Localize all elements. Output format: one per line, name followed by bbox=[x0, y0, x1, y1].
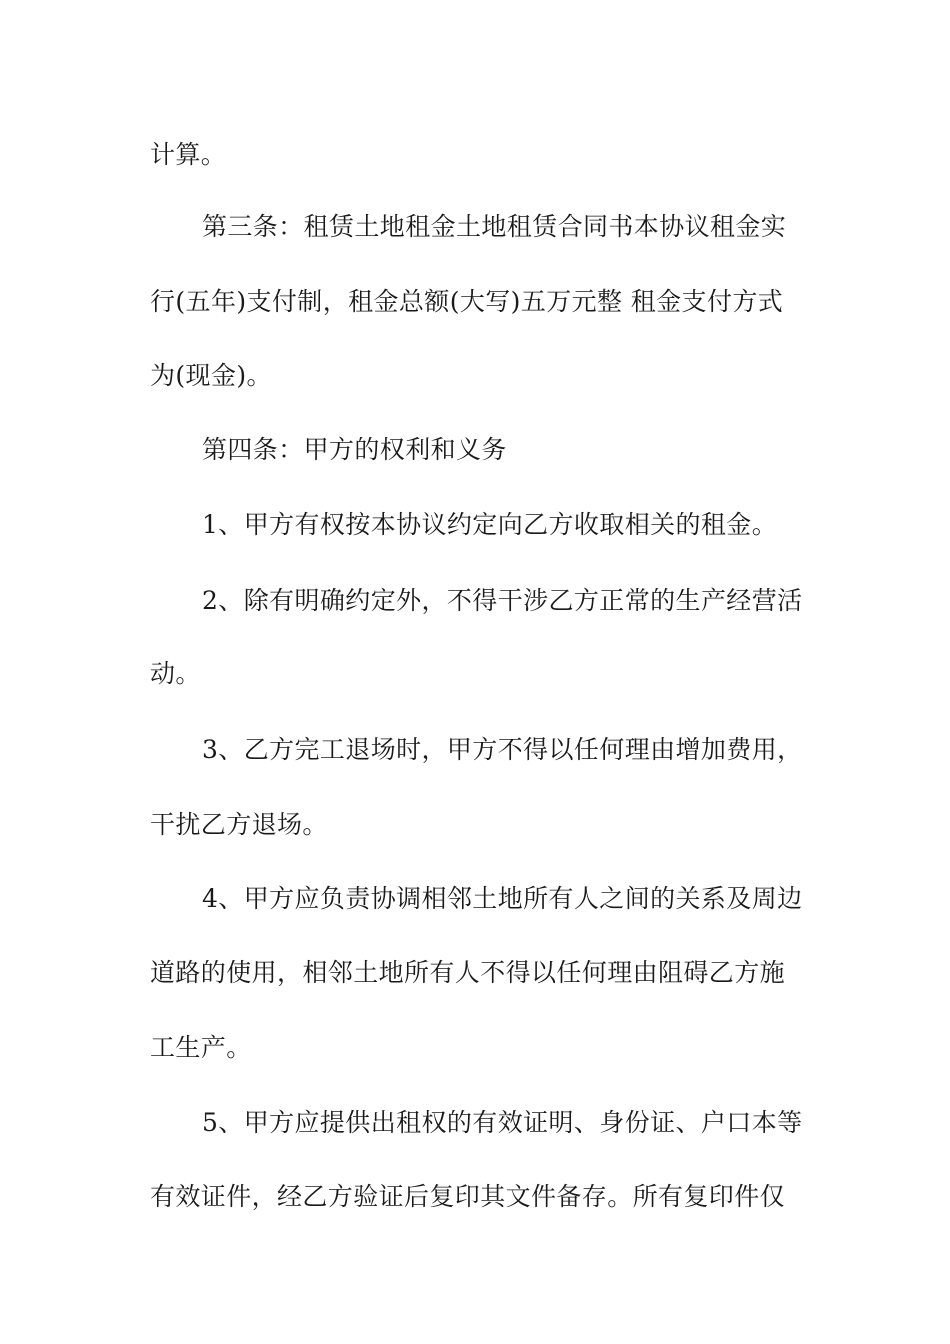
article-4-heading: 第四条：甲方的权利和义务 bbox=[202, 435, 507, 464]
clause-4-line-3: 工生产。 bbox=[150, 1033, 252, 1062]
text-line-1: 计算。 bbox=[150, 140, 227, 169]
text-line-4: 为(现金)。 bbox=[150, 361, 272, 390]
clause-2-line-2: 动。 bbox=[150, 659, 201, 688]
text-line-3: 行(五年)支付制，租金总额(大写)五万元整 租金支付方式 bbox=[150, 287, 784, 316]
clause-4-line-2: 道路的使用，相邻土地所有人不得以任何理由阻碍乙方施 bbox=[150, 958, 786, 987]
clause-3-line-1: 3、乙方完工退场时，甲方不得以任何理由增加费用， bbox=[202, 735, 803, 764]
clause-5-line-2: 有效证件，经乙方验证后复印其文件备存。所有复印件仅 bbox=[150, 1182, 786, 1211]
article-3-heading-line: 第三条：租赁土地租金土地租赁合同书本协议租金实 bbox=[202, 212, 787, 241]
clause-4-line-1: 4、甲方应负责协调相邻土地所有人之间的关系及周边 bbox=[202, 884, 803, 913]
clause-1: 1、甲方有权按本协议约定向乙方收取相关的租金。 bbox=[202, 510, 778, 539]
clause-5-line-1: 5、甲方应提供出租权的有效证明、身份证、户口本等 bbox=[202, 1108, 803, 1137]
clause-2-line-1: 2、除有明确约定外，不得干涉乙方正常的生产经营活 bbox=[202, 586, 803, 615]
clause-3-line-2: 干扰乙方退场。 bbox=[150, 810, 328, 839]
